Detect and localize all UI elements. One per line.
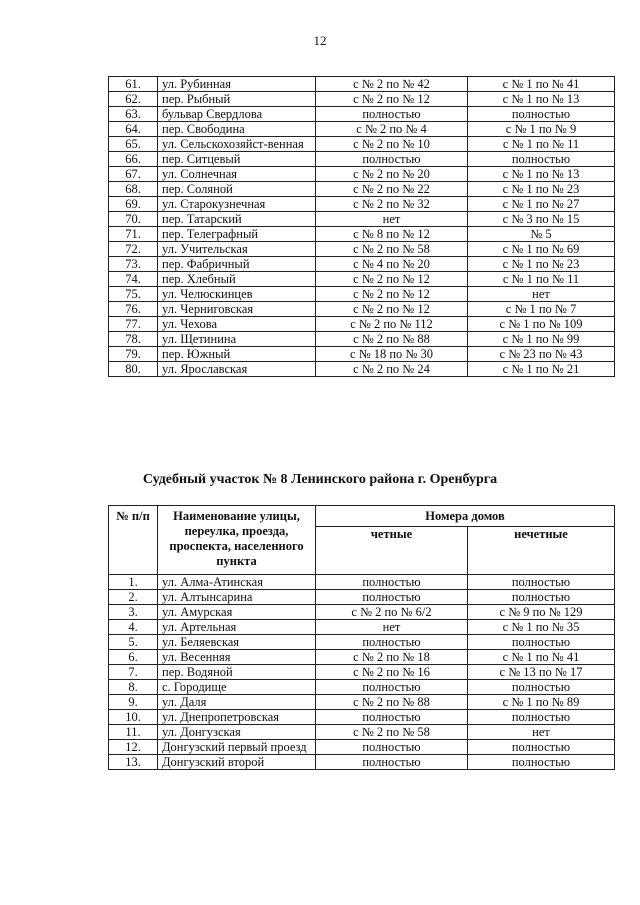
table-row: [109, 635, 615, 650]
header-house-numbers: Номера домов: [316, 506, 615, 527]
header-street-name: Наименование улицы, переулка, проезда, проспекта, населенного пункта: [158, 506, 316, 575]
odd-house-numbers: с № 1 по № 23: [468, 182, 615, 197]
even-house-numbers: полностью: [316, 710, 468, 725]
table-row: [109, 620, 615, 635]
row-number: 5.: [109, 635, 158, 650]
even-house-numbers: с № 2 по № 12: [316, 302, 468, 317]
row-number: 64.: [109, 122, 158, 137]
table-row: [109, 332, 615, 347]
street-name: пер. Телеграфный: [158, 227, 316, 242]
table-row: [109, 287, 615, 302]
street-name: пер. Соляной: [158, 182, 316, 197]
street-name: бульвар Свердлова: [158, 107, 316, 122]
table-row: [109, 755, 615, 770]
district-8-streets-table-body: [109, 575, 615, 770]
odd-house-numbers: полностью: [468, 740, 615, 755]
row-number: 66.: [109, 152, 158, 167]
street-name: ул. Сельскохозяйст-венная: [158, 137, 316, 152]
even-house-numbers: с № 2 по № 6/2: [316, 605, 468, 620]
odd-house-numbers: полностью: [468, 590, 615, 605]
table-row: [109, 257, 615, 272]
row-number: 68.: [109, 182, 158, 197]
street-name: ул. Черниговская: [158, 302, 316, 317]
even-house-numbers: с № 4 по № 20: [316, 257, 468, 272]
row-number: 63.: [109, 107, 158, 122]
row-number: 10.: [109, 710, 158, 725]
row-number: 67.: [109, 167, 158, 182]
table-row: [109, 695, 615, 710]
odd-house-numbers: с № 1 по № 11: [468, 272, 615, 287]
odd-house-numbers: с № 1 по № 7: [468, 302, 615, 317]
street-name: ул. Алма-Атинская: [158, 575, 316, 590]
odd-house-numbers: с № 1 по № 21: [468, 362, 615, 377]
odd-house-numbers: нет: [468, 287, 615, 302]
even-house-numbers: с № 2 по № 16: [316, 665, 468, 680]
street-name: ул. Днепропетровская: [158, 710, 316, 725]
street-name: пер. Хлебный: [158, 272, 316, 287]
row-number: 74.: [109, 272, 158, 287]
odd-house-numbers: с № 1 по № 109: [468, 317, 615, 332]
odd-house-numbers: полностью: [468, 635, 615, 650]
street-name: пер. Южный: [158, 347, 316, 362]
odd-house-numbers: полностью: [468, 710, 615, 725]
even-house-numbers: с № 2 по № 42: [316, 77, 468, 92]
street-name: ул. Щетинина: [158, 332, 316, 347]
even-house-numbers: полностью: [316, 680, 468, 695]
row-number: 69.: [109, 197, 158, 212]
street-name: с. Городище: [158, 680, 316, 695]
table-row: [109, 710, 615, 725]
table-row: [109, 197, 615, 212]
even-house-numbers: полностью: [316, 575, 468, 590]
table-row: [109, 227, 615, 242]
odd-house-numbers: полностью: [468, 575, 615, 590]
table-row: [109, 152, 615, 167]
even-house-numbers: полностью: [316, 755, 468, 770]
even-house-numbers: с № 2 по № 12: [316, 287, 468, 302]
header-even: четные: [316, 527, 468, 575]
odd-house-numbers: полностью: [468, 755, 615, 770]
street-name: ул. Чехова: [158, 317, 316, 332]
table-row: [109, 650, 615, 665]
even-house-numbers: полностью: [316, 740, 468, 755]
row-number: 65.: [109, 137, 158, 152]
even-house-numbers: с № 2 по № 20: [316, 167, 468, 182]
table-row: [109, 242, 615, 257]
even-house-numbers: с № 2 по № 24: [316, 362, 468, 377]
table-row: [109, 362, 615, 377]
street-name: Донгузский первый проезд: [158, 740, 316, 755]
odd-house-numbers: с № 1 по № 9: [468, 122, 615, 137]
street-name: ул. Солнечная: [158, 167, 316, 182]
row-number: 12.: [109, 740, 158, 755]
odd-house-numbers: с № 1 по № 69: [468, 242, 615, 257]
street-name: ул. Артельная: [158, 620, 316, 635]
row-number: 72.: [109, 242, 158, 257]
table-row: [109, 92, 615, 107]
street-name: ул. Амурская: [158, 605, 316, 620]
table-row: [109, 107, 615, 122]
row-number: 76.: [109, 302, 158, 317]
even-house-numbers: нет: [316, 620, 468, 635]
even-house-numbers: с № 2 по № 12: [316, 92, 468, 107]
street-name: ул. Весенняя: [158, 650, 316, 665]
even-house-numbers: с № 18 по № 30: [316, 347, 468, 362]
table-row: [109, 317, 615, 332]
row-number: 70.: [109, 212, 158, 227]
street-name: ул. Учительская: [158, 242, 316, 257]
street-name: пер. Фабричный: [158, 257, 316, 272]
even-house-numbers: с № 2 по № 4: [316, 122, 468, 137]
table-row: [109, 182, 615, 197]
street-name: ул. Челюскинцев: [158, 287, 316, 302]
table-row: [109, 77, 615, 92]
header-number: № п/п: [109, 506, 158, 575]
header-odd: нечетные: [468, 527, 615, 575]
table-row: [109, 347, 615, 362]
odd-house-numbers: № 5: [468, 227, 615, 242]
even-house-numbers: с № 2 по № 58: [316, 725, 468, 740]
odd-house-numbers: с № 1 по № 35: [468, 620, 615, 635]
odd-house-numbers: с № 9 по № 129: [468, 605, 615, 620]
street-name: ул. Алтынсарина: [158, 590, 316, 605]
row-number: 78.: [109, 332, 158, 347]
odd-house-numbers: с № 13 по № 17: [468, 665, 615, 680]
district-8-streets-table: [108, 505, 615, 770]
street-name: ул. Беляевская: [158, 635, 316, 650]
street-name: пер. Татарский: [158, 212, 316, 227]
odd-house-numbers: нет: [468, 725, 615, 740]
even-house-numbers: с № 2 по № 112: [316, 317, 468, 332]
row-number: 62.: [109, 92, 158, 107]
odd-house-numbers: с № 1 по № 89: [468, 695, 615, 710]
even-house-numbers: с № 2 по № 12: [316, 272, 468, 287]
row-number: 9.: [109, 695, 158, 710]
table-row: [109, 740, 615, 755]
even-house-numbers: нет: [316, 212, 468, 227]
even-house-numbers: полностью: [316, 590, 468, 605]
table-row: [109, 137, 615, 152]
street-name: ул. Донгузская: [158, 725, 316, 740]
odd-house-numbers: с № 23 по № 43: [468, 347, 615, 362]
odd-house-numbers: с № 1 по № 11: [468, 137, 615, 152]
table-row: [109, 575, 615, 590]
streets-table-continued: [108, 76, 615, 377]
odd-house-numbers: с № 1 по № 41: [468, 650, 615, 665]
page-number: 12: [313, 33, 327, 48]
even-house-numbers: полностью: [316, 635, 468, 650]
table-row: [109, 590, 615, 605]
row-number: 80.: [109, 362, 158, 377]
street-name: ул. Ярославская: [158, 362, 316, 377]
street-name: пер. Ситцевый: [158, 152, 316, 167]
even-house-numbers: полностью: [316, 152, 468, 167]
even-house-numbers: с № 2 по № 58: [316, 242, 468, 257]
even-house-numbers: с № 2 по № 88: [316, 332, 468, 347]
streets-table-continued-body: [109, 77, 615, 377]
table-row: [109, 680, 615, 695]
table-row: [109, 605, 615, 620]
even-house-numbers: полностью: [316, 107, 468, 122]
odd-house-numbers: полностью: [468, 680, 615, 695]
even-house-numbers: с № 2 по № 18: [316, 650, 468, 665]
table-row: [109, 302, 615, 317]
street-name: ул. Даля: [158, 695, 316, 710]
odd-house-numbers: с № 1 по № 99: [468, 332, 615, 347]
row-number: 4.: [109, 620, 158, 635]
odd-house-numbers: с № 1 по № 27: [468, 197, 615, 212]
odd-house-numbers: с № 1 по № 41: [468, 77, 615, 92]
odd-house-numbers: полностью: [468, 107, 615, 122]
row-number: 7.: [109, 665, 158, 680]
street-name: ул. Старокузнечная: [158, 197, 316, 212]
odd-house-numbers: с № 1 по № 23: [468, 257, 615, 272]
street-name: пер. Свободина: [158, 122, 316, 137]
odd-house-numbers: с № 3 по № 15: [468, 212, 615, 227]
odd-house-numbers: с № 1 по № 13: [468, 167, 615, 182]
even-house-numbers: с № 2 по № 32: [316, 197, 468, 212]
street-name: ул. Рубинная: [158, 77, 316, 92]
row-number: 75.: [109, 287, 158, 302]
row-number: 3.: [109, 605, 158, 620]
table-row: [109, 272, 615, 287]
row-number: 61.: [109, 77, 158, 92]
row-number: 11.: [109, 725, 158, 740]
street-name: пер. Водяной: [158, 665, 316, 680]
table-header: [109, 506, 615, 575]
even-house-numbers: с № 2 по № 10: [316, 137, 468, 152]
table-row: [109, 725, 615, 740]
row-number: 1.: [109, 575, 158, 590]
row-number: 77.: [109, 317, 158, 332]
row-number: 71.: [109, 227, 158, 242]
table-row: [109, 212, 615, 227]
table-row: [109, 167, 615, 182]
odd-house-numbers: с № 1 по № 13: [468, 92, 615, 107]
row-number: 79.: [109, 347, 158, 362]
street-name: Донгузский второй: [158, 755, 316, 770]
row-number: 13.: [109, 755, 158, 770]
even-house-numbers: с № 8 по № 12: [316, 227, 468, 242]
row-number: 8.: [109, 680, 158, 695]
row-number: 6.: [109, 650, 158, 665]
row-number: 73.: [109, 257, 158, 272]
even-house-numbers: с № 2 по № 22: [316, 182, 468, 197]
table-row: [109, 122, 615, 137]
section-title: Судебный участок № 8 Ленинского района г. Оренбурга: [142, 472, 498, 487]
table-row: [109, 665, 615, 680]
row-number: 2.: [109, 590, 158, 605]
even-house-numbers: с № 2 по № 88: [316, 695, 468, 710]
odd-house-numbers: полностью: [468, 152, 615, 167]
street-name: пер. Рыбный: [158, 92, 316, 107]
